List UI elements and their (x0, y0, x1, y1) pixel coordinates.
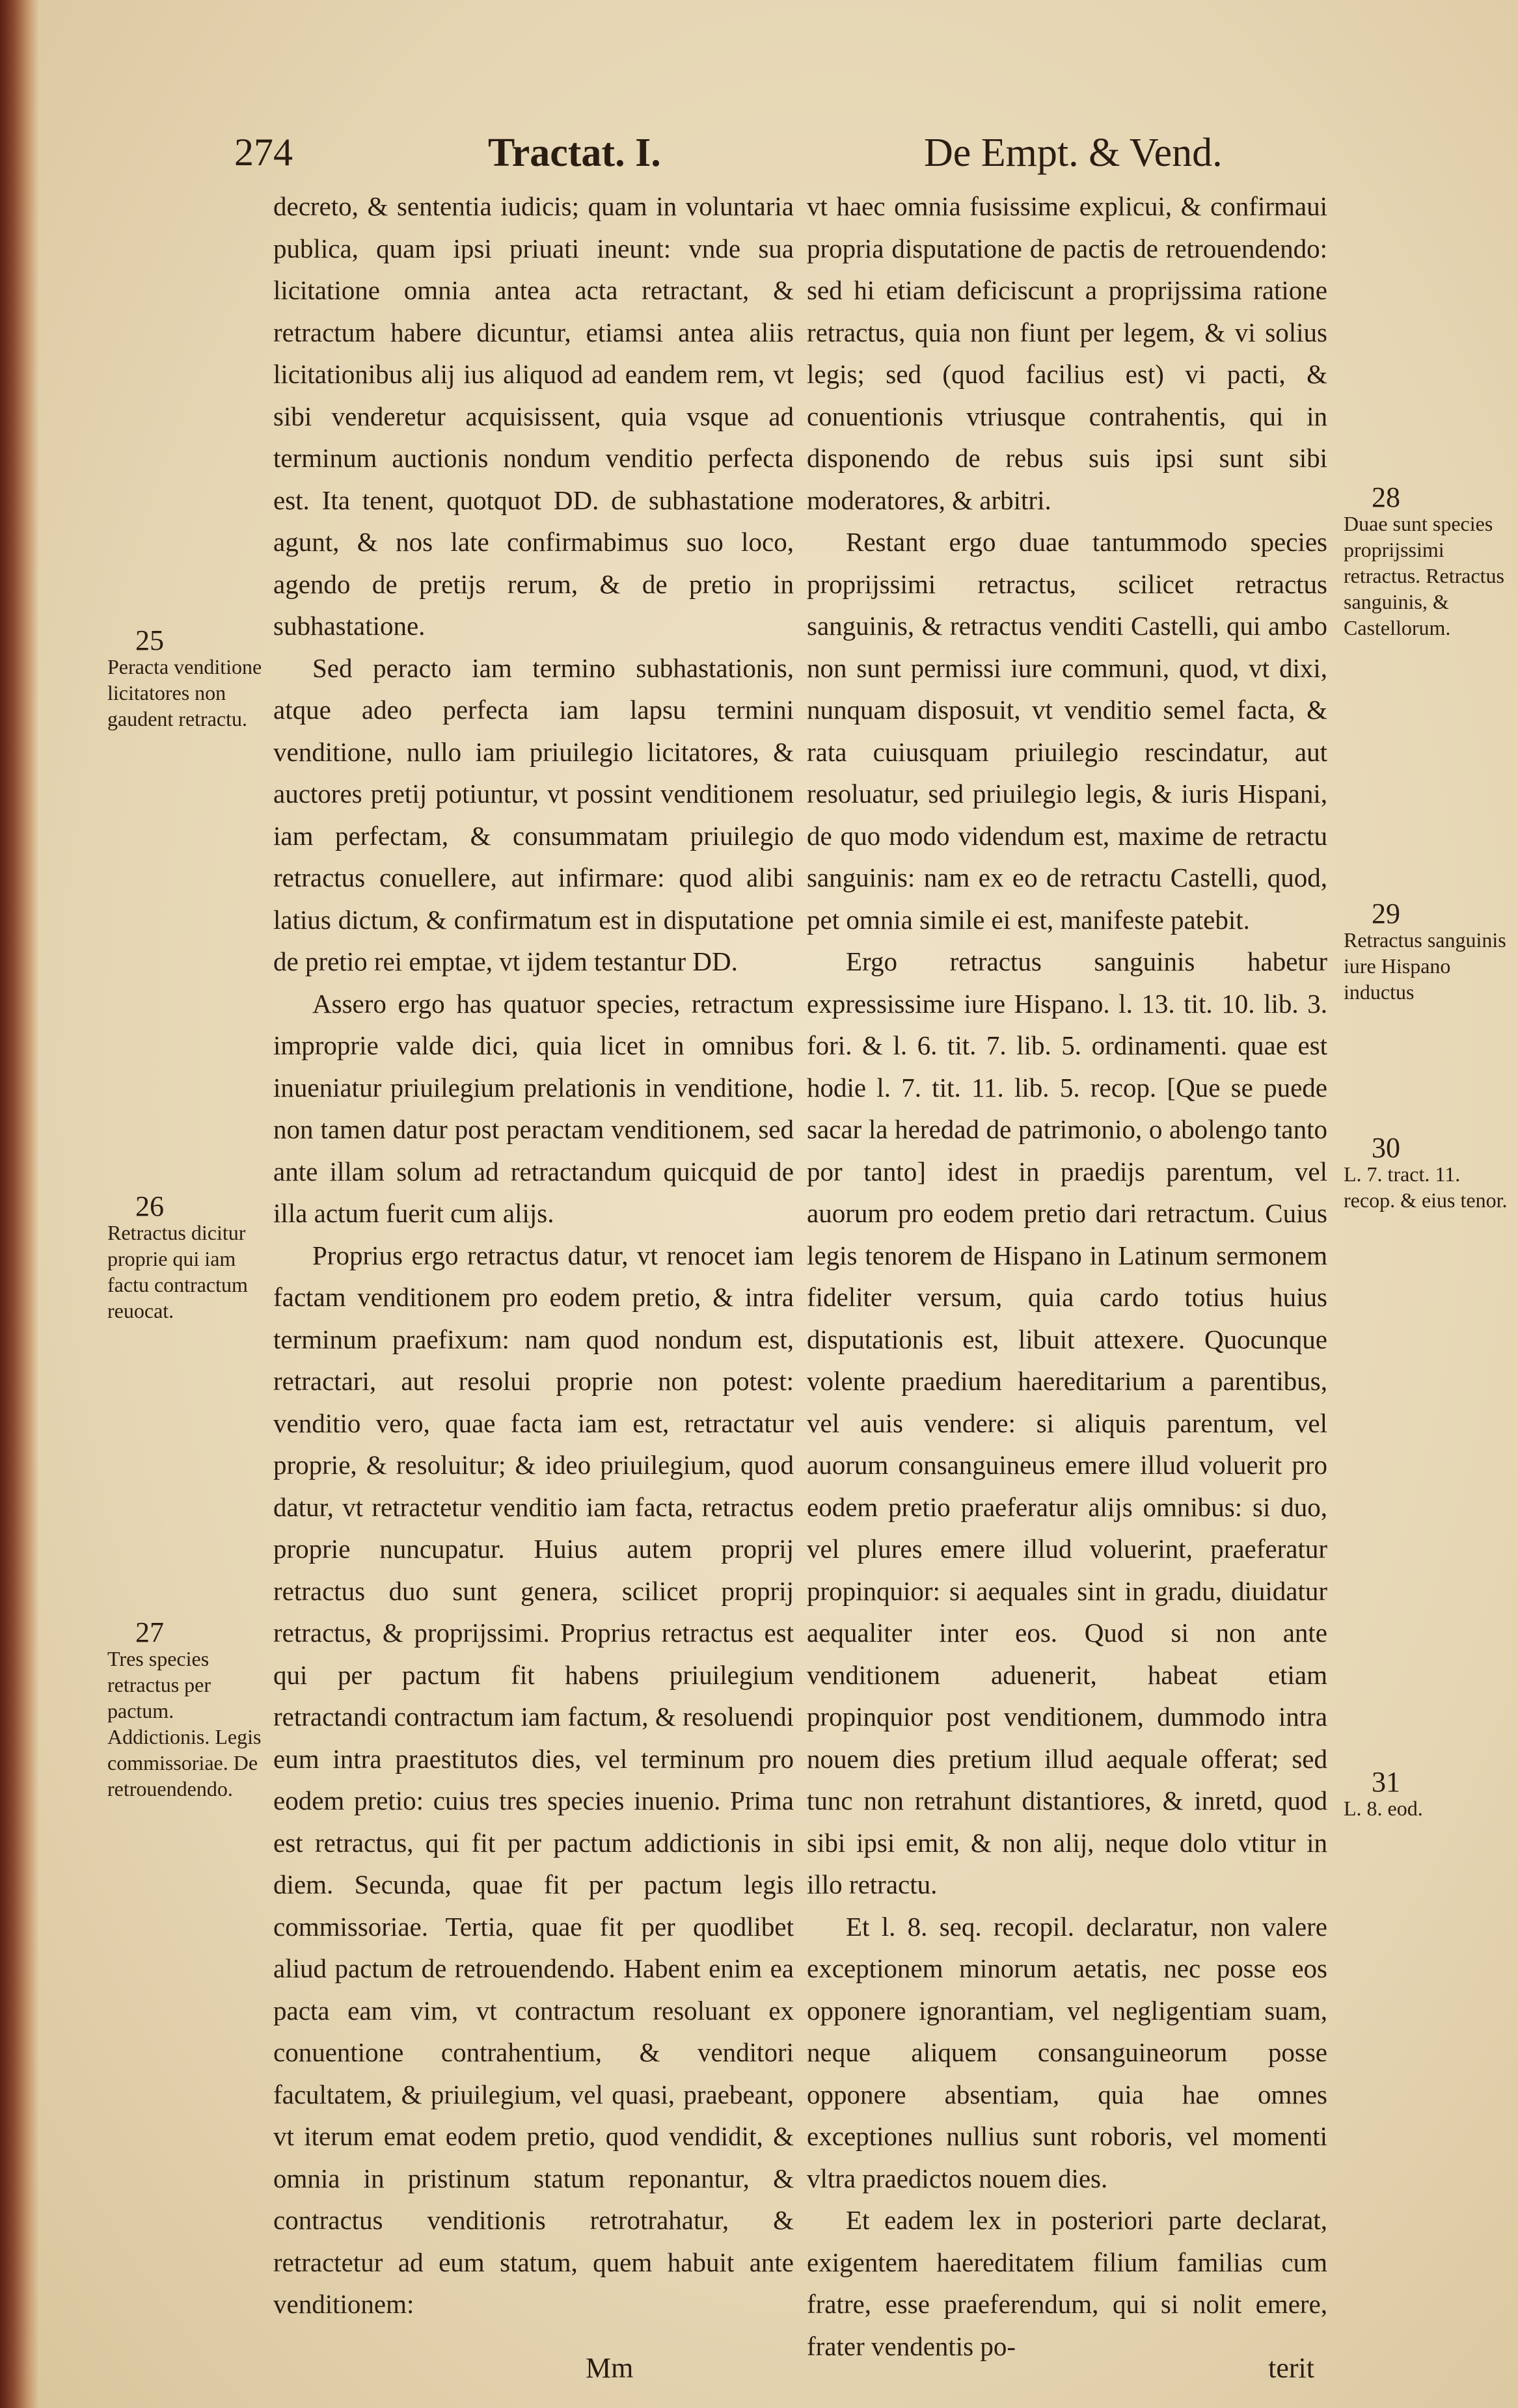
margin-note (107, 1616, 267, 1802)
paragraph: Assero ergo has quatuor species, retractum improprie valde dici, quia licet in omnibus inueniatur priuilegium prelationis in venditione, non tamen datur post peractam venditionem, sed ante illam solum ad retractandum quicquid de illa actum fuerit cum alijs. (273, 988, 794, 1228)
book-spine-edge (0, 0, 39, 2408)
margin-note-text: Tres species retractus per pactum. Addictionis. Legis commissoriae. De retrouendendo. (107, 1647, 262, 1800)
signature-mark: Mm (586, 2352, 634, 2384)
margin-note-text: L. 7. tract. 11. recop. & eius tenor. (1344, 1162, 1508, 1212)
margin-note-number: 29 (1372, 898, 1400, 930)
margin-note-number: 28 (1372, 481, 1400, 513)
paragraph: decreto, & sententia iudicis; quam in voluntaria publica, quam ipsi priuati ineunt: vnde sua licitatione omnia antea acta retractant, & retractum habere dicuntur, etiamsi antea aliis licitationibus alij ius aliquod ad eandem rem, vt sibi venderetur acquisissent, quia vsque ad terminum auctionis nondum venditio perfecta est. Ita tenent, quotquot DD. de subhastatione agunt, & nos late confirmabimus suo loco, agendo de pretijs rerum, & de pretio in subhastatione. (273, 191, 794, 641)
margin-note (1344, 481, 1513, 641)
paragraph: Et l. 8. seq. recopil. declaratur, non valere exceptionem minorum aetatis, nec posse eos opponere ignorantiam, vel negligentiam suam, neque aliquem consanguineorum posse opponere absentiam, quia hae omnes exceptiones nullius sunt roboris, vel momenti vltra praedictos nouem dies. (807, 1911, 1327, 2193)
running-title: De Empt. & Vend. (924, 131, 1223, 175)
margin-note-text: Peracta venditione licitatores non gaudent retractu. (107, 655, 262, 730)
paragraph: Sed peracto iam termino subhastationis, atque adeo perfecta iam lapsu termini venditione, nullo iam priuilegio licitatores, & auctores pretij potiuntur, vt possint venditionem iam perfectam, & consummatam priuilegio retractus conuellere, aut infirmare: quod alibi latius dictum, & confirmatum est in disputatione de pretio rei emptae, vt ijdem testantur DD. (273, 652, 794, 976)
paragraph: vt haec omnia fusissime explicui, & confirmaui propria disputatione de pactis de retrouendendo: sed hi etiam deficiscunt a proprijssima ratione retractus, quia non fiunt per legem, & vi solius legis; sed (quod facilius est) vi pacti, & conuentionis vtriusque contrahentis, qui in disponendo de rebus suis ipsi sunt sibi moderatores, & arbitri. (807, 191, 1327, 515)
paragraph: Ergo retractus sanguinis habetur expressissime iure Hispano. l. 13. tit. 10. lib. 3. fori. & l. 6. tit. 7. lib. 5. ordinamenti. quae est hodie l. 7. tit. 11. lib. 5. recop. [Que se puede sacar la heredad de patrimonio, o abolengo tanto por tanto] idest in praedijs parentum, vel auorum pro eodem pretio dari retractum. Cuius legis tenorem de Hispano in Latinum sermonem fideliter versum, quia cardo totius huius disputationis est, libuit attexere. Quocunque volente praedium haereditarium a parentibus, vel auis vendere: si aliquis parentum, vel auorum consanguineus emere illud voluerit pro eodem pretio praeferatur alijs omnibus: si duo, vel plures emere illud voluerint, praeferatur propinquior: si aequales sint in gradu, diuidatur aequaliter inter eos. Quod si non ante venditionem aduenerit, habeat etiam propinquior post venditionem, dummodo intra nouem dies pretium illud aequale offerat; sed tunc non retrahunt distantiores, & inretd, quod sibi ipsi emit, & non alij, neque dolo vtitur in illo retractu. (807, 946, 1327, 1899)
page-number: 274 (234, 131, 293, 174)
right-text-column (807, 185, 1327, 2367)
paragraph: Proprius ergo retractus datur, vt renocet iam factam venditionem pro eodem pretio, & intra terminum praefixum: nam quod nondum est, retractari, aut resolui proprie non potest: venditio vero, quae facta iam est, retractatur proprie, & resoluitur; & ideo priuilegium, quod datur, vt retractetur venditio iam facta, retractus proprie nuncupatur. Huius autem proprij retractus duo sunt genera, scilicet proprij retractus, & proprijssimi. Proprius retractus est qui per pactum fit habens priuilegium retractandi contractum iam factum, & resoluendi eum intra praestitutos dies, vel terminum pro eodem pretio: cuius tres species inuenio. Prima est retractus, qui fit per pactum addictionis in diem. Secunda, quae fit per pactum legis commissoriae. Tertia, quae fit per quodlibet aliud pactum de retrouendendo. Habent enim ea pacta eam vim, vt contractum resoluant ex conuentione contrahentium, & venditori facultatem, & priuilegium, vel quasi, praebeant, vt iterum emat eodem pretio, quod vendidit, & omnia in pristinum statum reponantur, & contractus venditionis retrotrahatur, & retractetur ad eum statum, quem habuit ante venditionem: (273, 1240, 794, 2319)
margin-note-number: 27 (135, 1616, 164, 1648)
margin-note-text: Duae sunt species proprijssimi retractus. Retractus sanguinis, & Castellorum. (1344, 512, 1504, 639)
paragraph: Et eadem lex in posteriori parte declarat, exigentem haereditatem filium familias cum fratre, esse praeferendum, qui si nolit emere, frater vendentis po- (807, 2205, 1327, 2361)
margin-note (1344, 1766, 1513, 1821)
paragraph: Restant ergo duae tantummodo species proprijssimi retractus, scilicet retractus sanguinis, & retractus venditi Castelli, qui ambo non sunt permissi iure communi, quod, vt dixi, nunquam disposuit, vt venditio semel facta, & rata cuiusquam priuilegio rescindatur, aut resoluatur, sed priuilegio legis, & iuris Hispani, de quo modo videndum est, maxime de retractu sanguinis: nam ex eo de retractu Castelli, quod, pet omnia simile ei est, manifeste patebit. (807, 527, 1327, 935)
margin-note-number: 25 (135, 624, 164, 656)
margin-note (107, 1190, 267, 1324)
margin-note-text: L. 8. eod. (1344, 1797, 1423, 1820)
page-footer (338, 2351, 1314, 2397)
margin-note-text: Retractus sanguinis iure Hispano inductus (1344, 928, 1506, 1004)
running-header (234, 130, 1288, 189)
margin-note (1344, 898, 1513, 1005)
margin-note-number: 30 (1372, 1132, 1400, 1164)
catchword: terit (1268, 2352, 1314, 2384)
margin-note (1344, 1132, 1513, 1213)
tractatus-label: Tractat. I. (488, 131, 661, 175)
margin-note-number: 31 (1372, 1766, 1400, 1798)
left-text-column (273, 185, 794, 2325)
margin-note-number: 26 (135, 1190, 164, 1222)
margin-note (107, 624, 267, 732)
margin-note-text: Retractus dicitur proprie qui iam factu contractum reuocat. (107, 1221, 248, 1322)
